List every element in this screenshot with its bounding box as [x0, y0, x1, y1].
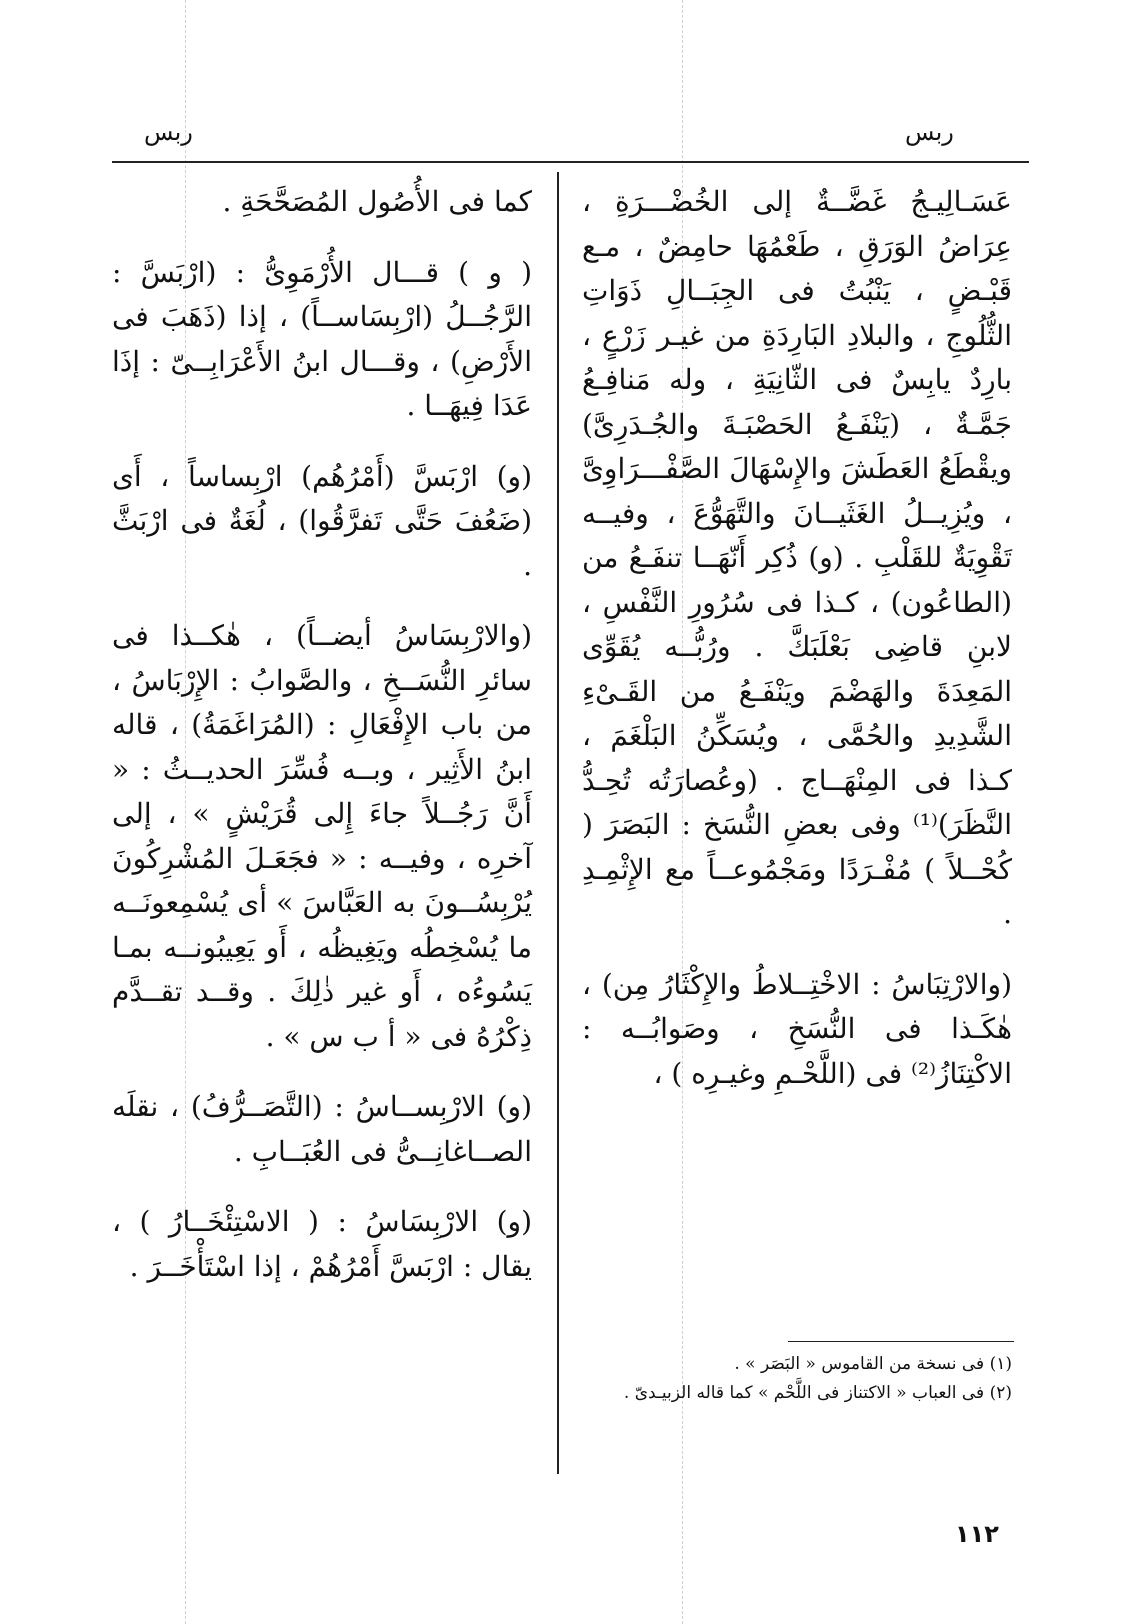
footnote-1: (١) فى نسخة من القاموس « البَصَر » .: [734, 1354, 1012, 1374]
running-head-right: ربس: [905, 118, 954, 146]
footnote-2: (٢) فى العباب « الاكتناز فى اللَّحْم » كما قاله الزبيـدىّ .: [623, 1383, 1012, 1403]
footnotes: [582, 1350, 1012, 1408]
left-paragraph-1: كما فى الأُصُول المُصَحَّحَةِ .: [222, 185, 532, 218]
right-paragraph-1: عَسَـالِيـجُ غَضَّــةٌ إلى الخُضْـــرَةِ ، عِرَاضُ الوَرَقِ ، طَعْمُهَا حامِضٌ ، مـع قَبْـضٍ ، يَنْبُتُ فى الجِبَــالِ ذَوَاتِ الثُّلُوجِ ، والبلادِ البَارِدَةِ من غيـر زَرْعٍ ، بارِدٌ يابِسٌ فى الثّانِيَةِ ، وله مَنافِـعُ جَمَّـةٌ ، (يَنْفَـعُ الحَصْبَـةَ والجُـدَرِىَّ) ويقْطَعُ العَطَشَ والإِسْهَالَ الصَّفْـــرَاوِىَّ ، ويُزِيــلُ الغَثَيــانَ والتَّهَوُّعَ ، وفيــه تَقْوِيَةٌ للقَلْبِ . (و) ذُكِر أَنّهَــا تنفَـعُ من (الطاعُون) ، كـذا فى سُرُورِ النَّفْسِ ، لابنِ قاضِى بَعْلَبَكَّ . ورُبُّــه يُقَوِّى المَعِدَةَ والهَضْمَ ويَنْفَـعُ من القَـىْءِ الشَّدِيدِ والحُمَّى ، ويُسَكِّنُ البَلْغَمَ ، كـذا فى المِنْهَــاج . (وعُصارَتُه تُحِـدُّ النَّظَرَ)⁽¹⁾ وفى بعضِ النُّسَخ : البَصَرَ ( كُحْــلاً ) مُفْـرَدًا ومَجْمُوعــاً مع الإِثْمِـدِ .: [582, 185, 1012, 930]
left-column: [112, 180, 532, 1289]
left-paragraph-5: (و) الارْبِســاسُ : (التَّصَــرُّفُ) ، نقلَه الصــاغانِــىُّ فى العُبَــابِ .: [112, 1090, 532, 1168]
footnote-rule: [788, 1341, 1014, 1342]
left-paragraph-6: (و) الارْبِسَاسُ : ( الاسْتِئْخَــارُ ) ، يقال : ارْبَسَّ أَمْرُهُمْ ، إذا اسْتَأْخَــرَ .: [112, 1205, 532, 1283]
left-paragraph-4: (والارْبِسَاسُ أيضــاً) ، هٰكــذا فى سائرِ النُّسَــخِ ، والصَّوابُ : الإِرْبَاسُ ، من باب الإِفْعَالِ : (المُرَاغَمَةُ) ، قاله ابنُ الأَثِير ، وبــه فُسِّرَ الحديــثُ : « أَنَّ رَجُــلاً جاءَ إِلى قُرَيْشٍ » ، إلى آخرِه ، وفيــه : « فجَعَـلَ المُشْرِكُونَ يُرْبِسُــونَ به العَبَّاسَ » أى يُسْمِعونَــه ما يُسْخِطُه ويَغِيظُه ، أَو يَعِيبُونــه بمـا يَسُوءُه ، أَو غير ذٰلِكَ . وقــد تقــدَّم ذِكْرُهُ فى « أ ب س » .: [112, 619, 532, 1053]
page-number: ١١٢: [955, 1520, 999, 1548]
left-paragraph-2: ( و ) قـــال الأُرْمَوِىُّ : (ارْبَسَّ : الرَّجُــلُ (ارْبِسَاســاً) ، إذا (ذَهَبَ فى الأَرْضِ) ، وقـــال ابنُ الأَعْرَابِــىّ : إذَا عَدَا فِيهَــا .: [112, 255, 532, 422]
left-paragraph-3: (و) ارْبَسَّ (أَمْرُهُم) ارْبِساساً ، أَى (ضَعُفَ حَتَّى تَفرَّقُوا) ، لُغَةٌ فى ارْبَثَّ .: [112, 459, 532, 582]
right-paragraph-2: (والارْتِبَاسُ : الاخْتِــلاطُ والإِكْثَارُ مِن) ، هٰكَـذا فى النُّسَخِ ، وصَوابُــه : الاكْتِنَازُ⁽²⁾ فى (اللَّحْـمِ وغيـرِه ) ،: [582, 967, 1012, 1090]
header-rule: [112, 161, 1029, 163]
running-head-left: ربس: [144, 118, 193, 146]
right-column: [582, 180, 1012, 1096]
column-divider: [557, 172, 559, 1474]
